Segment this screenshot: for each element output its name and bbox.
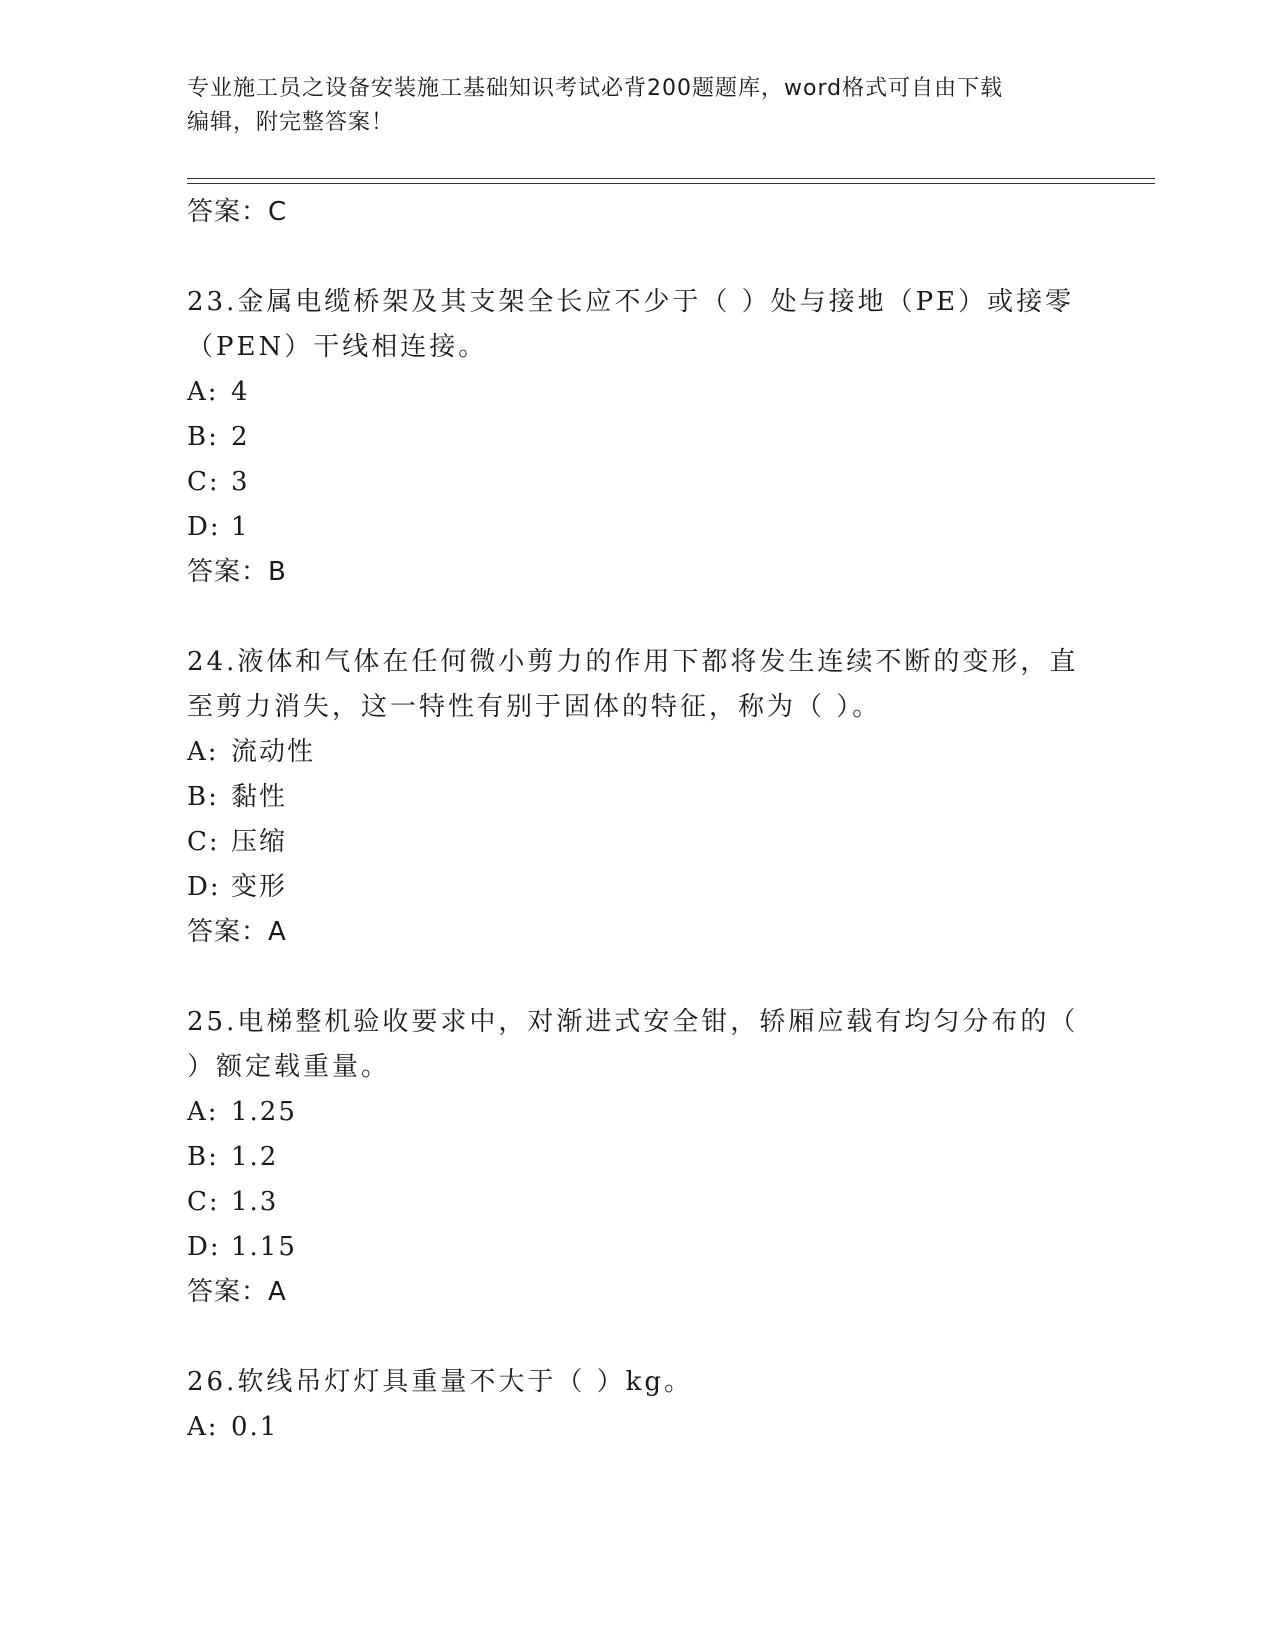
question-24 <box>187 640 1087 954</box>
question-text-line-1: 24.液体和气体在任何微小剪力的作用下都将发生连续不断的变形，直 <box>187 647 1079 677</box>
question-25 <box>187 1000 1087 1314</box>
option-value: 1.15 <box>231 1232 297 1262</box>
option-value: 黏性 <box>231 782 288 812</box>
option-label: C: <box>187 1187 220 1217</box>
option-value: 4 <box>231 377 250 407</box>
question-26 <box>187 1360 1087 1450</box>
question-text <box>187 1000 1087 1090</box>
question-list <box>187 190 1087 1450</box>
option-a <box>187 370 1087 415</box>
answer: 答案：A <box>187 917 287 947</box>
option-label: D: <box>187 512 221 542</box>
option-value: 3 <box>231 467 250 497</box>
question-text-line-2: 至剪力消失，这一特性有别于固体的特征，称为（ ）。 <box>187 692 882 722</box>
option-c <box>187 1180 1087 1225</box>
option-value: 压缩 <box>231 827 288 857</box>
question-text-line-1: 26.软线吊灯灯具重量不大于（ ）kg。 <box>187 1367 694 1397</box>
option-label: B: <box>187 782 219 812</box>
option-b <box>187 775 1087 820</box>
option-label: A: <box>187 737 219 767</box>
question-text <box>187 1360 1087 1405</box>
option-d <box>187 865 1087 910</box>
option-d <box>187 1225 1087 1270</box>
question-text <box>187 280 1087 370</box>
document-header <box>187 72 1067 140</box>
option-c <box>187 820 1087 865</box>
header-divider-top <box>187 178 1155 179</box>
option-a <box>187 1405 1087 1450</box>
question-text-line-2: （PEN）干线相连接。 <box>187 332 488 362</box>
option-label: B: <box>187 1142 219 1172</box>
option-value: 变形 <box>231 872 288 902</box>
option-a <box>187 730 1087 775</box>
option-label: D: <box>187 872 221 902</box>
option-value: 0.1 <box>231 1412 279 1442</box>
question-23 <box>187 280 1087 594</box>
question-text-line-2: ）额定载重量。 <box>187 1052 391 1082</box>
question-text-line-1: 25.电梯整机验收要求中，对渐进式安全钳，轿厢应载有均匀分布的（ <box>187 1007 1079 1037</box>
option-value: 流动性 <box>231 737 316 767</box>
answer: 答案：A <box>187 1277 287 1307</box>
header-divider-bottom <box>187 183 1155 184</box>
question-text <box>187 640 1087 730</box>
option-b <box>187 415 1087 460</box>
option-label: A: <box>187 1097 219 1127</box>
option-label: C: <box>187 467 220 497</box>
option-label: D: <box>187 1232 221 1262</box>
option-label: A: <box>187 1412 219 1442</box>
header-title-line-2: 编辑，附完整答案！ <box>187 110 395 135</box>
option-label: A: <box>187 377 219 407</box>
answer: 答案：B <box>187 557 287 587</box>
question-text-line-1: 23.金属电缆桥架及其支架全长应不少于（ ）处与接地（PE）或接零 <box>187 287 1075 317</box>
option-label: C: <box>187 827 220 857</box>
option-value: 1 <box>231 512 250 542</box>
option-c <box>187 460 1087 505</box>
previous-answer: 答案：C <box>187 197 288 227</box>
header-title-line-1: 专业施工员之设备安装施工基础知识考试必背200题题库，word格式可自由下载 <box>187 76 1004 101</box>
option-b <box>187 1135 1087 1180</box>
option-value: 1.2 <box>231 1142 279 1172</box>
option-value: 2 <box>231 422 250 452</box>
option-value: 1.25 <box>231 1097 297 1127</box>
option-a <box>187 1090 1087 1135</box>
option-value: 1.3 <box>231 1187 279 1217</box>
option-label: B: <box>187 422 219 452</box>
option-d <box>187 505 1087 550</box>
